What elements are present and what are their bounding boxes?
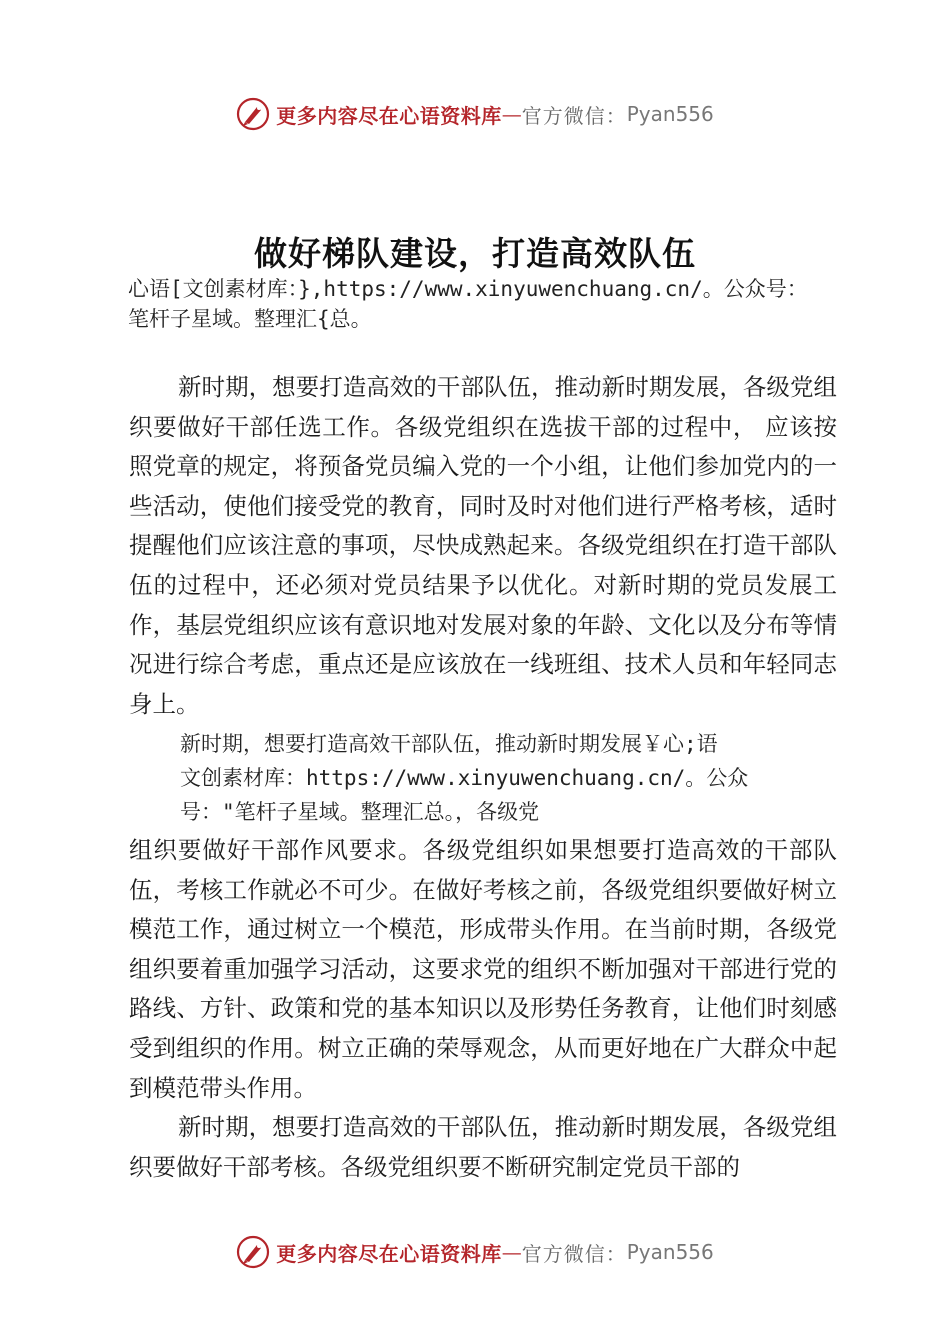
paragraph-1-text: 新时期，想要打造高效的干部队伍，推动新时期发展，各级党组织要做好干部任选工作。各级党组织在选拔干部的过程中， 应该按照党章的规定，将预备党员编入党的一个小组，让他们参加党内的一些活动，使他们接受党的教育，同时及时对他们进行严格考核，适时提醒他们应该注意的事项，尽快成熟起来。各级党组织在打造干部队伍的过程中，还必须对党员结果予以优化。对新时期的党员发展工作，基层党组织应该有意识地对发展对象的年龄、文化以及分布等情况进行综合考虑，重点还是应该放在一线班组、技术人员和年轻同志身上。 [129,373,837,718]
footer-wechat-label: 官方微信： [521,1241,627,1266]
source-line-2: 笔杆子星域。整理汇{总。 [128,307,372,331]
body-paragraph-1 [129,368,837,724]
pen-logo-icon [236,97,270,131]
banner-wechat-label: 官方微信： [521,103,627,128]
banner-red-text: 更多内容尽在心语资料库 [276,103,502,128]
header-banner [0,94,950,134]
inset-block [180,727,830,829]
body-paragraph-2 [129,831,837,1108]
footer-banner [0,1232,950,1272]
banner-wechat-id: Pyan556 [626,102,714,126]
footer-wechat-id: Pyan556 [626,1240,714,1264]
footer-red-text: 更多内容尽在心语资料库 [276,1241,502,1266]
inset-line-3: 号："笔杆子星域。整理汇总。，各级党 [180,800,540,824]
paragraph-2-text: 组织要做好干部作风要求。各级党组织如果想要打造高效的干部队伍，考核工作就必不可少。在做好考核之前，各级党组织要做好树立模范工作，通过树立一个模范，形成带头作用。在当前时期，各级党组织要着重加强学习活动，这要求党的组织不断加强对干部进行党的路线、方针、政策和党的基本知识以及形势任务教育，让他们时刻感受到组织的作用。树立正确的荣辱观念，从而更好地在广大群众中起到模范带头作用。 [129,836,837,1102]
source-line-1: 心语[文创素材库：},https://www.xinyuwenchuang.cn/。公众号： [128,277,808,301]
banner-dash: — [501,102,522,126]
footer-dash: — [501,1240,522,1264]
document-title: 做好梯队建设，打造高效队伍 [254,234,696,273]
body-paragraph-3 [129,1108,837,1187]
paragraph-3-text: 新时期，想要打造高效的干部队伍，推动新时期发展，各级党组织要做好干部考核。各级党组织要不断研究制定党员干部的 [129,1113,837,1181]
pen-logo-icon [236,1235,270,1269]
inset-line-2: 文创素材库：https://www.xinyuwenchuang.cn/。公众 [180,766,749,790]
inset-line-1: 新时期，想要打造高效干部队伍，推动新时期发展￥心;语 [180,732,718,756]
